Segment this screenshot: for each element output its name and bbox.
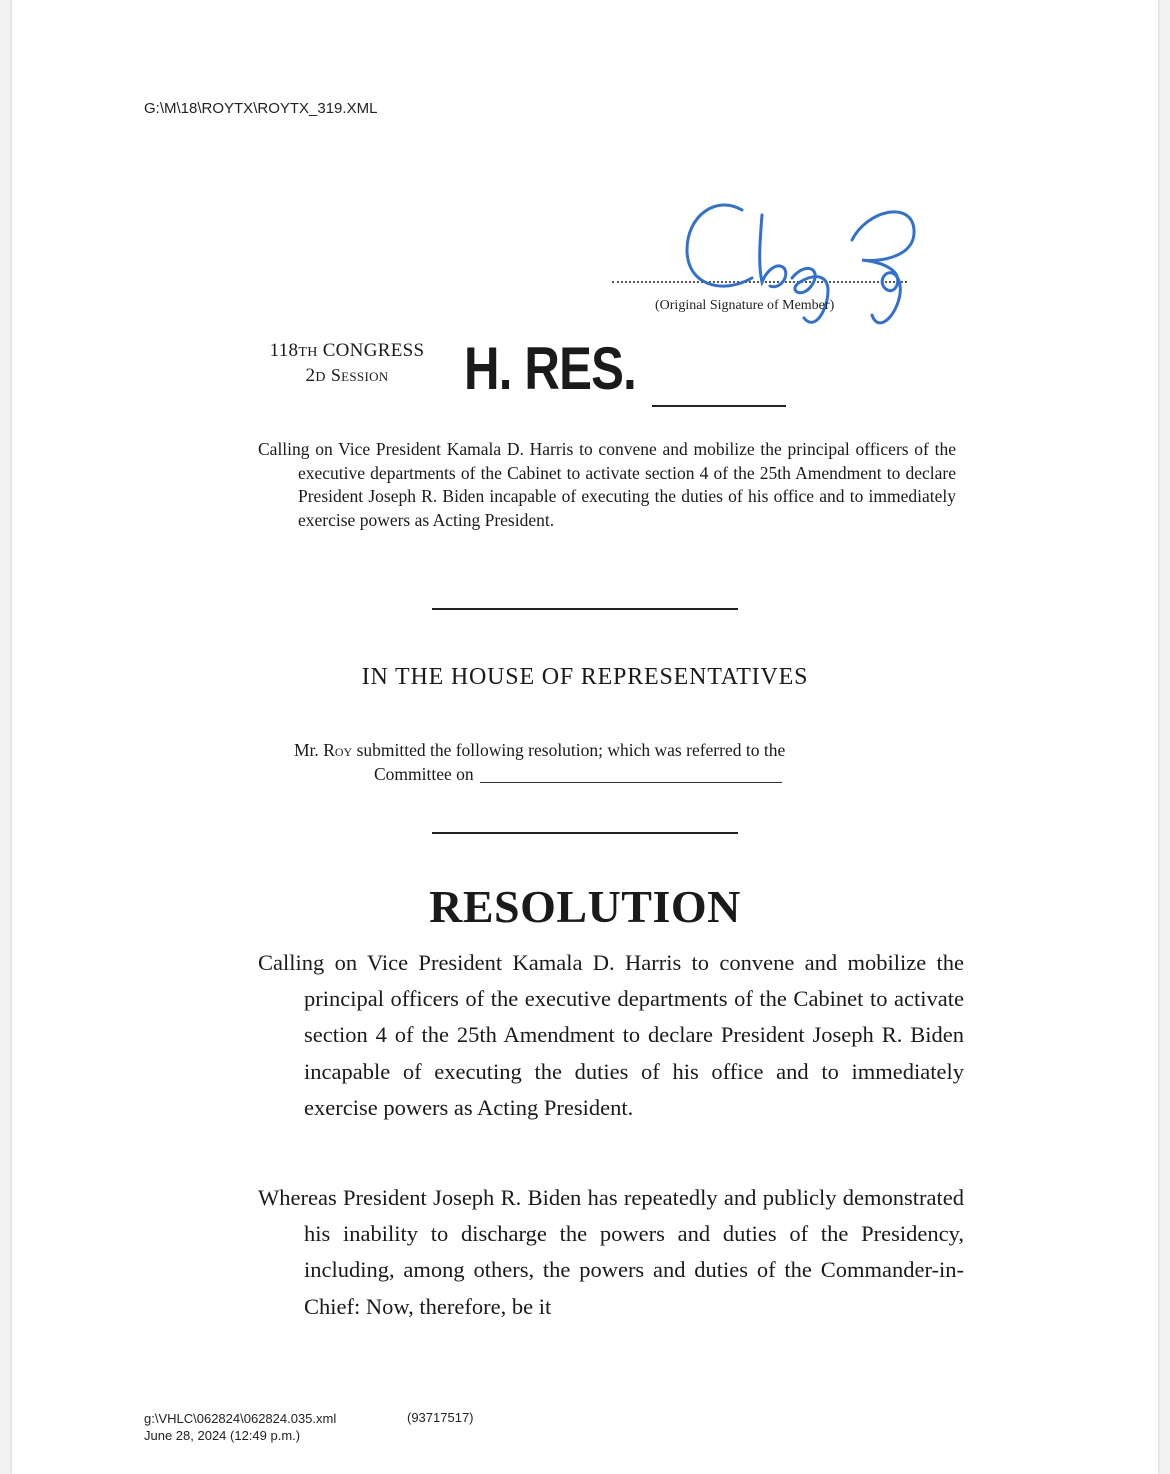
congress-line: 118TH CONGRESS bbox=[269, 340, 425, 361]
title-paragraph: Calling on Vice President Kamala D. Harris to convene and mobilize the principal officers of the executive departments of the Cabinet to activate section 4 of the 25th Amendment to declare President Joseph R. Biden incapable of executing the duties of his office and to immediately exercise powers as Acting President. bbox=[258, 950, 964, 1120]
committee-line: Committee on bbox=[294, 762, 894, 786]
house-heading: IN THE HOUSE OF REPRESENTATIVES bbox=[361, 664, 809, 690]
divider-rule bbox=[432, 832, 738, 834]
whereas-paragraph: Whereas President Joseph R. Biden has repeatedly and publicly demonstrated his inability to discharge the powers and duties of the Presidency, including, among others, the powers and duties of the Commander-in-Chief: Now, therefore, be it bbox=[258, 1185, 964, 1319]
file-path-header: G:\M\18\ROYTX\ROYTX_319.XML bbox=[144, 100, 378, 117]
committee-blank bbox=[480, 766, 782, 783]
footer-file-path: g:\VHLC\062824\062824.035.xml bbox=[144, 1411, 337, 1426]
sponsor-name: Roy bbox=[323, 740, 353, 760]
handwritten-signature bbox=[672, 190, 932, 340]
resolution-title: RESOLUTION bbox=[429, 881, 741, 932]
resolution-summary: Calling on Vice President Kamala D. Harris to convene and mobilize the principal officers of the executive departments of the Cabinet to activate section 4 of the 25th Amendment to declare President Joseph R. Biden incapable of executing the duties of his office and to immediately exercise powers as Acting President. bbox=[258, 439, 956, 530]
session-line: 2D Session bbox=[305, 365, 389, 386]
bill-number-blank bbox=[652, 405, 786, 407]
bill-designation: H. RES. bbox=[464, 335, 636, 402]
footer-metadata bbox=[144, 1410, 336, 1444]
signature-caption: (Original Signature of Member) bbox=[655, 298, 835, 313]
referral-statement bbox=[294, 738, 894, 786]
footer-date: June 28, 2024 (12:49 p.m.) bbox=[144, 1428, 301, 1443]
footer-code: (93717517) bbox=[407, 1410, 474, 1425]
document-page bbox=[12, 0, 1158, 1474]
divider-rule bbox=[432, 608, 738, 610]
referral-line: Mr. Roy submitted the following resolution; which was referred to the bbox=[294, 740, 786, 760]
congress-session-block bbox=[256, 340, 438, 389]
